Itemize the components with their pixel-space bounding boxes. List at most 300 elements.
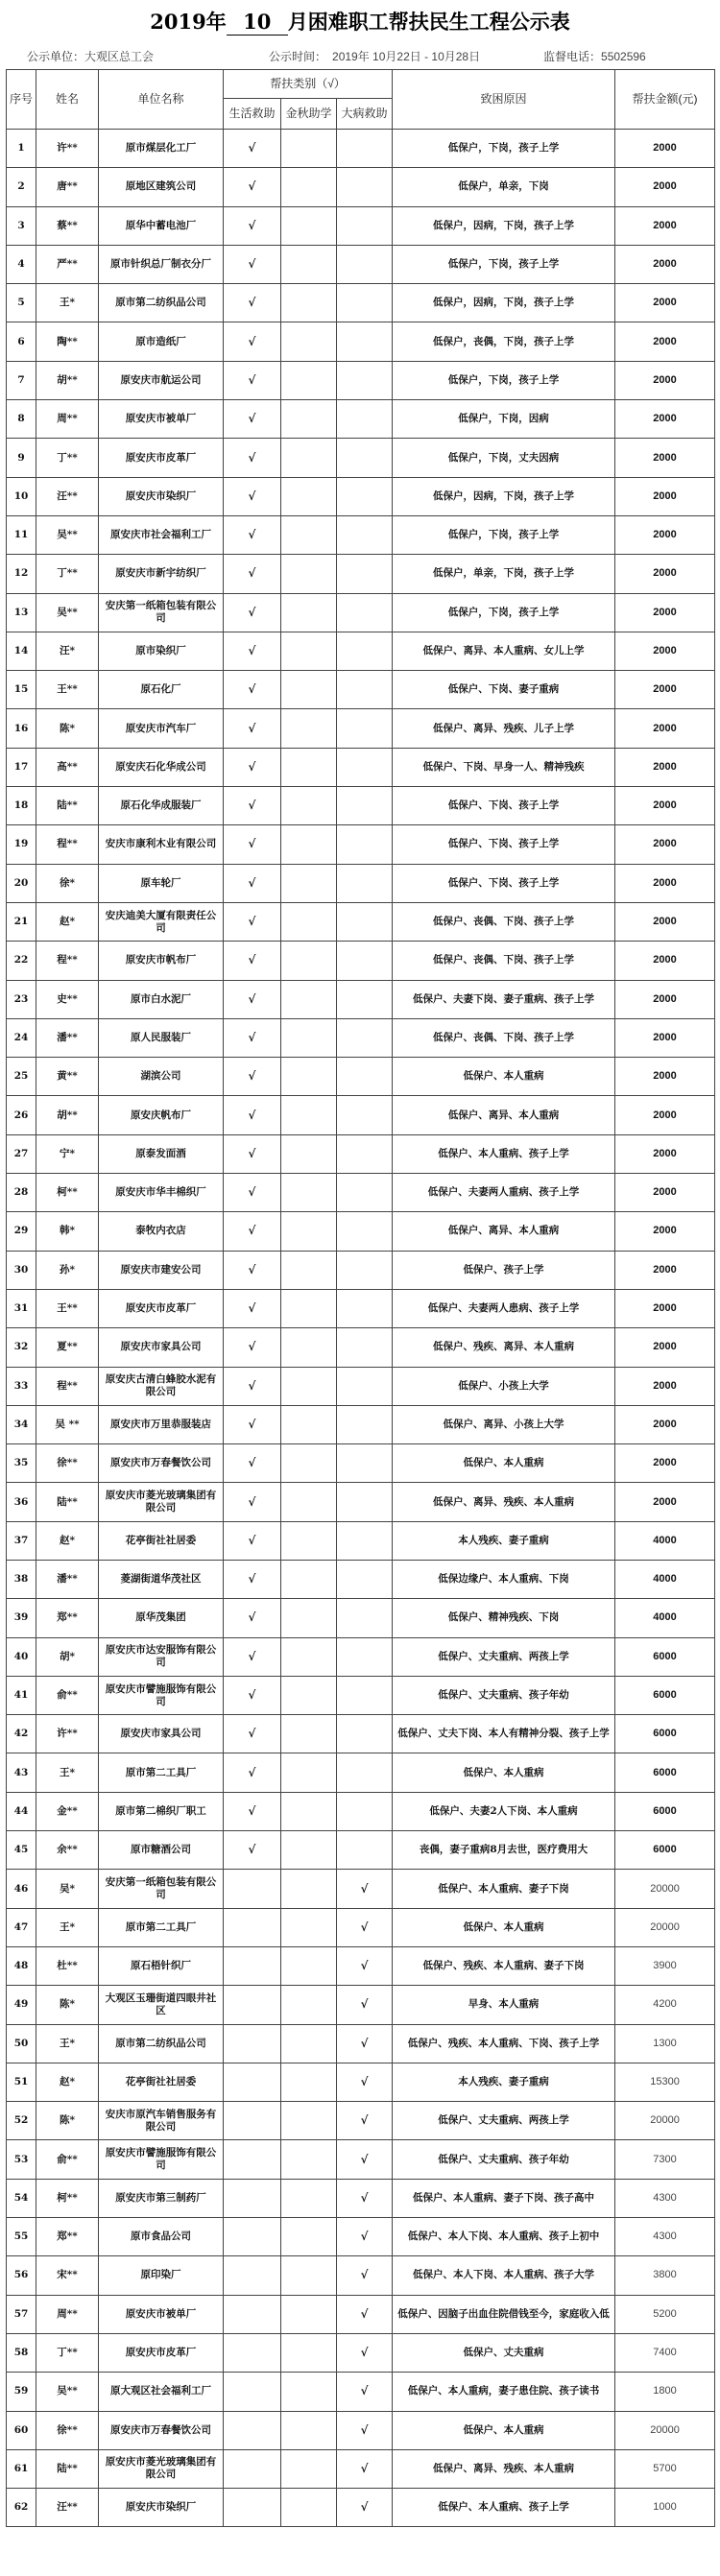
check-mark-icon: √	[248, 1727, 256, 1741]
row-unit: 原市针织总厂制衣分厂	[99, 245, 224, 283]
row-reason: 低保户，下岗，孩子上学	[393, 593, 615, 632]
row-seq: 1	[7, 130, 36, 168]
row-reason: 低保户、本人下岗、本人重病、孩子上初中	[393, 2218, 615, 2256]
row-cat-ill-cell	[337, 1289, 393, 1327]
row-cat-ill-cell	[337, 671, 393, 709]
row-reason: 本人残疾、妻子重病	[393, 1521, 615, 1560]
row-cat-living-cell	[224, 1870, 281, 1908]
row-cat-edu-cell	[281, 1986, 337, 2024]
row-amount: 2000	[615, 206, 715, 245]
row-cat-living-cell	[224, 1560, 281, 1598]
row-name: 宁*	[36, 1134, 99, 1173]
row-cat-living-cell	[224, 400, 281, 439]
table-row	[7, 671, 715, 709]
row-seq: 53	[7, 2140, 36, 2179]
row-seq: 39	[7, 1599, 36, 1637]
row-cat-living-cell	[224, 168, 281, 206]
check-mark-icon: √	[248, 179, 256, 194]
row-cat-edu-cell	[281, 1831, 337, 1870]
row-cat-living-cell	[224, 1251, 281, 1289]
row-reason: 低保户，下岗，孩子上学	[393, 361, 615, 399]
row-cat-ill-cell	[337, 1251, 393, 1289]
row-name: 柯**	[36, 1174, 99, 1212]
row-cat-living-cell	[224, 322, 281, 361]
row-unit: 原石化厂	[99, 671, 224, 709]
row-reason: 低保户，因病，下岗，孩子上学	[393, 206, 615, 245]
table-row	[7, 2373, 715, 2411]
row-amount: 2000	[615, 400, 715, 439]
row-unit: 原安庆市菱光玻璃集团有限公司	[99, 2449, 224, 2488]
check-mark-icon: √	[360, 2152, 369, 2166]
row-cat-living-cell	[224, 284, 281, 322]
row-cat-edu-cell	[281, 2179, 337, 2217]
row-name: 许**	[36, 1715, 99, 1753]
row-cat-living-cell	[224, 1637, 281, 1676]
check-mark-icon: √	[248, 605, 256, 619]
row-cat-living-cell	[224, 632, 281, 670]
row-cat-ill-cell	[337, 245, 393, 283]
row-reason: 低保户、精神残疾、下岗	[393, 1599, 615, 1637]
row-name: 潘**	[36, 1018, 99, 1057]
row-cat-living-cell	[224, 1444, 281, 1483]
table-row	[7, 322, 715, 361]
row-cat-ill-cell	[337, 400, 393, 439]
table-row	[7, 1444, 715, 1483]
row-amount: 2000	[615, 1444, 715, 1483]
row-reason: 低保户、残疾、本人重病、妻子下岗	[393, 1946, 615, 1985]
row-cat-living-cell	[224, 2256, 281, 2295]
check-mark-icon: √	[360, 1997, 369, 2012]
row-name: 胡*	[36, 1637, 99, 1676]
table-row	[7, 1599, 715, 1637]
table-row	[7, 1174, 715, 1212]
row-amount: 2000	[615, 1483, 715, 1521]
table-row	[7, 1676, 715, 1714]
table-row	[7, 1986, 715, 2024]
check-mark-icon: √	[248, 1417, 256, 1431]
check-mark-icon: √	[360, 2384, 369, 2398]
row-cat-edu-cell	[281, 2333, 337, 2372]
row-name: 陈*	[36, 709, 99, 748]
row-cat-living-cell	[224, 1831, 281, 1870]
row-cat-edu-cell	[281, 400, 337, 439]
row-cat-living-cell	[224, 748, 281, 786]
row-unit: 原市第二纺织品公司	[99, 2024, 224, 2063]
row-cat-ill-cell	[337, 1715, 393, 1753]
meta-unit-value: 大观区总工会	[84, 50, 155, 63]
row-reason: 低保户、丧偶、下岗、孩子上学	[393, 902, 615, 941]
row-name: 程**	[36, 825, 99, 864]
row-cat-edu-cell	[281, 1483, 337, 1521]
row-seq: 37	[7, 1521, 36, 1560]
row-cat-edu-cell	[281, 787, 337, 825]
row-name: 潘**	[36, 1560, 99, 1598]
row-cat-living-cell	[224, 1367, 281, 1405]
row-reason: 低保户、残疾、离异、本人重病	[393, 1328, 615, 1367]
row-cat-edu-cell	[281, 632, 337, 670]
row-cat-living-cell	[224, 980, 281, 1018]
check-mark-icon: √	[360, 2422, 369, 2437]
row-amount: 20000	[615, 2102, 715, 2140]
row-amount: 2000	[615, 1251, 715, 1289]
row-cat-edu-cell	[281, 515, 337, 554]
row-amount: 2000	[615, 1405, 715, 1443]
row-seq: 12	[7, 555, 36, 593]
row-cat-edu-cell	[281, 477, 337, 515]
row-cat-ill-cell	[337, 902, 393, 941]
row-amount: 2000	[615, 1212, 715, 1251]
row-cat-ill-cell	[337, 1753, 393, 1792]
row-unit: 安庆市原汽车销售服务有限公司	[99, 2102, 224, 2140]
row-cat-ill-cell	[337, 709, 393, 748]
table-row	[7, 980, 715, 1018]
table-row	[7, 632, 715, 670]
row-seq: 62	[7, 2489, 36, 2527]
row-cat-ill-cell	[337, 1367, 393, 1405]
row-cat-edu-cell	[281, 2102, 337, 2140]
row-amount: 2000	[615, 1018, 715, 1057]
row-seq: 59	[7, 2373, 36, 2411]
row-seq: 45	[7, 1831, 36, 1870]
row-cat-edu-cell	[281, 1289, 337, 1327]
row-unit: 原泰发面酒	[99, 1134, 224, 1173]
row-seq: 8	[7, 400, 36, 439]
row-cat-edu-cell	[281, 1058, 337, 1096]
check-mark-icon: √	[360, 2268, 369, 2282]
row-name: 王**	[36, 671, 99, 709]
row-reason: 低保户、本人重病、妻子下岗、孩子高中	[393, 2179, 615, 2217]
row-name: 韩*	[36, 1212, 99, 1251]
row-cat-living-cell	[224, 593, 281, 632]
row-amount: 2000	[615, 864, 715, 902]
row-amount: 6000	[615, 1753, 715, 1792]
row-name: 陈*	[36, 1986, 99, 2024]
row-unit: 原安庆市第三制药厂	[99, 2179, 224, 2217]
row-amount: 15300	[615, 2063, 715, 2101]
row-seq: 19	[7, 825, 36, 864]
row-cat-ill-cell	[337, 2449, 393, 2488]
row-cat-living-cell	[224, 2449, 281, 2488]
row-name: 陆**	[36, 2449, 99, 2488]
row-amount: 2000	[615, 130, 715, 168]
row-cat-ill-cell	[337, 1792, 393, 1830]
row-name: 史**	[36, 980, 99, 1018]
row-cat-edu-cell	[281, 2256, 337, 2295]
row-unit: 原华茂集团	[99, 1599, 224, 1637]
table-row	[7, 1134, 715, 1173]
row-seq: 54	[7, 2179, 36, 2217]
table-row	[7, 130, 715, 168]
row-unit: 原安庆市家具公司	[99, 1328, 224, 1367]
row-name: 郑**	[36, 2218, 99, 2256]
row-unit: 泰牧内衣店	[99, 1212, 224, 1251]
row-unit: 安庆第一纸箱包装有限公司	[99, 593, 224, 632]
row-cat-living-cell	[224, 787, 281, 825]
row-seq: 17	[7, 748, 36, 786]
row-cat-living-cell	[224, 1328, 281, 1367]
row-cat-edu-cell	[281, 2449, 337, 2488]
row-cat-ill-cell	[337, 1870, 393, 1908]
row-reason: 低保户、因脑子出血住院借钱至今，家庭收入低	[393, 2295, 615, 2333]
assistance-table	[6, 69, 715, 2527]
check-mark-icon: √	[248, 915, 256, 929]
row-name: 胡**	[36, 1096, 99, 1134]
row-name: 郑**	[36, 1599, 99, 1637]
row-cat-edu-cell	[281, 1405, 337, 1443]
row-reason: 早身、本人重病	[393, 1986, 615, 2024]
row-cat-ill-cell	[337, 515, 393, 554]
row-seq: 44	[7, 1792, 36, 1830]
row-reason: 低保户，单亲，下岗	[393, 168, 615, 206]
check-mark-icon: √	[248, 682, 256, 697]
check-mark-icon: √	[248, 1843, 256, 1857]
row-name: 汪*	[36, 632, 99, 670]
table-row	[7, 245, 715, 283]
row-seq: 9	[7, 439, 36, 477]
row-cat-living-cell	[224, 942, 281, 980]
row-cat-living-cell	[224, 671, 281, 709]
row-seq: 6	[7, 322, 36, 361]
row-name: 丁**	[36, 2333, 99, 2372]
row-cat-edu-cell	[281, 2024, 337, 2063]
table-row	[7, 1831, 715, 1870]
row-name: 金**	[36, 1792, 99, 1830]
row-cat-edu-cell	[281, 2489, 337, 2527]
row-cat-ill-cell	[337, 1096, 393, 1134]
row-unit: 原安庆市帆布厂	[99, 942, 224, 980]
row-reason: 低保户，下岗，因病	[393, 400, 615, 439]
row-cat-ill-cell	[337, 322, 393, 361]
row-amount: 2000	[615, 1174, 715, 1212]
row-reason: 低保户、孩子上学	[393, 1251, 615, 1289]
row-amount: 20000	[615, 1870, 715, 1908]
row-amount: 2000	[615, 1096, 715, 1134]
row-cat-ill-cell	[337, 748, 393, 786]
row-cat-edu-cell	[281, 284, 337, 322]
row-cat-living-cell	[224, 1715, 281, 1753]
table-row	[7, 1521, 715, 1560]
row-seq: 50	[7, 2024, 36, 2063]
row-seq: 55	[7, 2218, 36, 2256]
row-unit: 原安庆市建安公司	[99, 1251, 224, 1289]
row-cat-edu-cell	[281, 1134, 337, 1173]
row-reason: 低保户、离异、本人重病	[393, 1096, 615, 1134]
row-cat-living-cell	[224, 2102, 281, 2140]
row-cat-ill-cell	[337, 2063, 393, 2101]
row-cat-edu-cell	[281, 2295, 337, 2333]
row-reason: 低保户，下岗，孩子上学	[393, 245, 615, 283]
row-unit: 原印染厂	[99, 2256, 224, 2295]
row-unit: 菱湖街道华茂社区	[99, 1560, 224, 1598]
row-reason: 低保户，单亲，下岗，孩子上学	[393, 555, 615, 593]
row-cat-edu-cell	[281, 130, 337, 168]
check-mark-icon: √	[248, 953, 256, 967]
row-amount: 2000	[615, 361, 715, 399]
row-amount: 1000	[615, 2489, 715, 2527]
row-unit: 原安庆市皮革厂	[99, 1289, 224, 1327]
check-mark-icon: √	[248, 1456, 256, 1470]
row-cat-edu-cell	[281, 2140, 337, 2179]
row-amount: 4300	[615, 2218, 715, 2256]
row-seq: 46	[7, 1870, 36, 1908]
row-unit: 花亭街社社居委	[99, 2063, 224, 2101]
row-seq: 40	[7, 1637, 36, 1676]
row-cat-edu-cell	[281, 1946, 337, 1985]
header-unit: 单位名称	[99, 70, 224, 130]
table-row	[7, 284, 715, 322]
meta-unit-label: 公示单位：	[27, 50, 85, 63]
check-mark-icon: √	[248, 141, 256, 155]
row-cat-living-cell	[224, 1212, 281, 1251]
row-name: 吴**	[36, 515, 99, 554]
row-reason: 低保户、离异、本人重病、女儿上学	[393, 632, 615, 670]
row-unit: 原安庆市譬施服饰有限公司	[99, 1676, 224, 1714]
row-reason: 低保户、离异、残疾、本人重病	[393, 1483, 615, 1521]
check-mark-icon: √	[248, 1649, 256, 1663]
row-unit: 原安庆市染织厂	[99, 2489, 224, 2527]
row-cat-living-cell	[224, 2333, 281, 2372]
table-row	[7, 439, 715, 477]
row-amount: 2000	[615, 902, 715, 941]
row-seq: 25	[7, 1058, 36, 1096]
row-seq: 18	[7, 787, 36, 825]
row-amount: 20000	[615, 2411, 715, 2449]
row-cat-edu-cell	[281, 2218, 337, 2256]
table-row	[7, 1251, 715, 1289]
table-row	[7, 1405, 715, 1443]
check-mark-icon: √	[248, 759, 256, 774]
row-cat-living-cell	[224, 709, 281, 748]
table-row	[7, 748, 715, 786]
row-name: 王**	[36, 1289, 99, 1327]
row-cat-ill-cell	[337, 1212, 393, 1251]
row-name: 程**	[36, 1367, 99, 1405]
row-cat-ill-cell	[337, 2373, 393, 2411]
row-seq: 27	[7, 1134, 36, 1173]
row-amount: 4000	[615, 1521, 715, 1560]
row-cat-ill-cell	[337, 2024, 393, 2063]
row-cat-ill-cell	[337, 1637, 393, 1676]
row-cat-ill-cell	[337, 1946, 393, 1985]
check-mark-icon: √	[248, 1610, 256, 1625]
row-name: 徐**	[36, 1444, 99, 1483]
row-cat-edu-cell	[281, 593, 337, 632]
row-reason: 低保户、丈夫重病、两孩上学	[393, 2102, 615, 2140]
row-cat-living-cell	[224, 1946, 281, 1985]
row-unit: 原安庆市万春餐饮公司	[99, 1444, 224, 1483]
check-mark-icon: √	[248, 450, 256, 465]
row-cat-ill-cell	[337, 1058, 393, 1096]
table-row	[7, 1870, 715, 1908]
row-seq: 48	[7, 1946, 36, 1985]
row-cat-living-cell	[224, 825, 281, 864]
row-unit: 大观区玉珊街道四眼井社区	[99, 1986, 224, 2024]
row-cat-edu-cell	[281, 322, 337, 361]
row-cat-ill-cell	[337, 1018, 393, 1057]
row-seq: 31	[7, 1289, 36, 1327]
row-amount: 4000	[615, 1560, 715, 1598]
check-mark-icon: √	[248, 257, 256, 272]
row-reason: 低保户、离异、残疾、儿子上学	[393, 709, 615, 748]
row-name: 吴**	[36, 593, 99, 632]
row-cat-ill-cell	[337, 284, 393, 322]
check-mark-icon: √	[248, 799, 256, 813]
row-name: 许**	[36, 130, 99, 168]
row-unit: 原安庆市皮革厂	[99, 2333, 224, 2372]
row-cat-living-cell	[224, 555, 281, 593]
row-reason: 低保户，下岗，丈夫因病	[393, 439, 615, 477]
row-name: 俞**	[36, 2140, 99, 2179]
row-amount: 2000	[615, 787, 715, 825]
row-cat-living-cell	[224, 1792, 281, 1830]
row-cat-edu-cell	[281, 439, 337, 477]
title-year: 2019年	[150, 10, 227, 34]
check-mark-icon: √	[248, 412, 256, 426]
table-row	[7, 864, 715, 902]
row-amount: 2000	[615, 709, 715, 748]
row-amount: 2000	[615, 1058, 715, 1096]
row-cat-ill-cell	[337, 593, 393, 632]
row-amount: 3800	[615, 2256, 715, 2295]
row-seq: 5	[7, 284, 36, 322]
row-cat-edu-cell	[281, 1367, 337, 1405]
row-reason: 低保户、下岗、孩子上学	[393, 864, 615, 902]
row-name: 胡**	[36, 361, 99, 399]
check-mark-icon: √	[248, 1146, 256, 1160]
row-cat-living-cell	[224, 1058, 281, 1096]
row-unit: 原市第二棉织厂职工	[99, 1792, 224, 1830]
row-name: 赵*	[36, 2063, 99, 2101]
check-mark-icon: √	[248, 489, 256, 503]
meta-phone-label: 监督电话：	[543, 50, 602, 63]
row-cat-ill-cell	[337, 2179, 393, 2217]
row-unit: 原安庆市皮革厂	[99, 439, 224, 477]
check-mark-icon: √	[360, 1920, 369, 1934]
row-seq: 43	[7, 1753, 36, 1792]
row-amount: 4200	[615, 1986, 715, 2024]
row-name: 丁**	[36, 555, 99, 593]
row-reason: 低保户、丧偶、下岗、孩子上学	[393, 942, 615, 980]
row-name: 夏**	[36, 1328, 99, 1367]
row-cat-edu-cell	[281, 1599, 337, 1637]
header-cat-living: 生活救助	[224, 99, 281, 130]
row-cat-ill-cell	[337, 2295, 393, 2333]
table-row	[7, 2295, 715, 2333]
table-row	[7, 2179, 715, 2217]
row-amount: 2000	[615, 1328, 715, 1367]
row-seq: 49	[7, 1986, 36, 2024]
table-row	[7, 593, 715, 632]
row-seq: 16	[7, 709, 36, 748]
row-cat-ill-cell	[337, 1560, 393, 1598]
row-reason: 丧偶，妻子重病8月去世，医疗费用大	[393, 1831, 615, 1870]
row-amount: 2000	[615, 168, 715, 206]
row-seq: 52	[7, 2102, 36, 2140]
row-cat-ill-cell	[337, 2140, 393, 2179]
row-name: 徐**	[36, 2411, 99, 2449]
row-cat-edu-cell	[281, 1908, 337, 1946]
header-seq: 序号	[7, 70, 36, 130]
table-row	[7, 361, 715, 399]
row-cat-edu-cell	[281, 671, 337, 709]
header-row-1	[7, 70, 715, 99]
row-name: 周**	[36, 400, 99, 439]
row-seq: 22	[7, 942, 36, 980]
row-cat-ill-cell	[337, 787, 393, 825]
row-cat-edu-cell	[281, 2373, 337, 2411]
row-name: 汪**	[36, 2489, 99, 2527]
row-name: 王*	[36, 2024, 99, 2063]
